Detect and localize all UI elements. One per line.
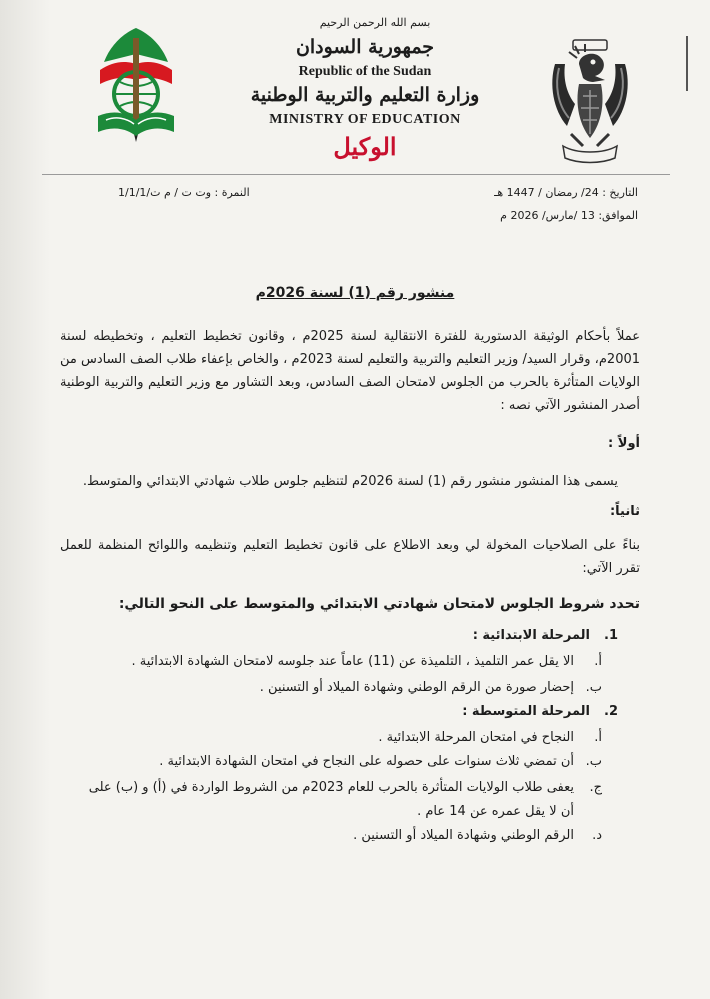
primary-stage-heading	[473, 628, 618, 643]
section-second-text: بناءً على الصلاحيات المخولة لي وبعد الاطلاع على قانون تخطيط التعليم وتنظيمه واللوائح المنظمة للعمل تقرر الآتي:	[60, 538, 640, 576]
list-item: ب.أن تمضي ثلاث سنوات على حصوله على النجاح في امتحان الشهادة الابتدائية .	[159, 754, 602, 769]
ministry-arabic: وزارة التعليم والتربية الوطنية	[250, 84, 480, 106]
list-item-continuation: أن لا يقل عمره عن 14 عام .	[417, 804, 574, 819]
sudan-emblem-icon	[545, 34, 635, 166]
preamble-paragraph: عملاً بأحكام الوثيقة الدستورية للفترة الانتقالية لسنة 2025م ، وقانون تخطيط التعليم ، وتخطيطه لسنة 2001م، وقرار السيد/ وزير التعليم والتربية والتعليم لسنة 2023م ، والخاص بإعفاء طلاب الصف السادس من الولايات المتأثرة بالحرب من الجلوس لامتحان الصف السادس، وبعد التشاور مع وزير التعليم والتربية الوطنية أصدر المنشور الآتي نصه :	[60, 329, 641, 413]
office-title: الوكيل	[333, 132, 397, 161]
ministry-logo-icon	[92, 20, 180, 148]
letterhead	[0, 0, 710, 175]
list-item: أ.النجاح في امتحان المرحلة الابتدائية .	[378, 730, 602, 745]
list-item: ب.إحضار صورة من الرقم الوطني وشهادة الميلاد أو التسنين .	[259, 680, 602, 695]
bismillah: بسم الله الرحمن الرحيم	[319, 16, 431, 29]
primary-stage-number: 1.	[604, 628, 618, 643]
section-first-heading: أولاً :	[608, 436, 640, 451]
reference-number: النمرة : وت ت / م ت/1/1/1	[118, 186, 250, 199]
intermediate-stage-heading	[462, 704, 618, 719]
section-second-heading: ثانياً:	[609, 504, 640, 519]
list-item: أ.الا يقل عمر التلميذ ، التلميذة عن (11) عاماً عند جلوسه لامتحان الشهادة الابتدائية .	[131, 654, 602, 669]
circular-title: منشور رقم (1) لسنة 2026م	[255, 285, 455, 301]
intermediate-stage-number: 2.	[604, 704, 618, 719]
primary-stage-label: المرحلة الابتدائية :	[472, 628, 590, 643]
intermediate-stage-label: المرحلة المتوسطة :	[462, 704, 590, 719]
list-item: ج.يعفى طلاب الولايات المتأثرة بالحرب للعام 2023م من الشروط الواردة في (أ) و (ب) على	[88, 780, 602, 795]
section-first-text: يسمى هذا المنشور منشور رقم (1) لسنة 2026م لتنظيم جلوس طلاب شهادتي الابتدائي والمتوسط.	[82, 474, 618, 489]
conditions-heading: تحدد شروط الجلوس لامتحان شهادتي الابتدائي والمتوسط على النحو التالي:	[118, 596, 640, 612]
republic-arabic: جمهورية السودان	[295, 36, 435, 58]
republic-english: Republic of the Sudan	[298, 64, 432, 79]
header-divider	[42, 174, 670, 175]
date-hijri: التاريخ : 24/ رمضان / 1447 هـ	[494, 186, 638, 199]
ministry-english: MINISTRY OF EDUCATION	[269, 112, 461, 127]
date-gregorian: الموافق: 13 /مارس/ 2026 م	[500, 209, 638, 222]
list-item: د.الرقم الوطني وشهادة الميلاد أو التسنين .	[353, 828, 602, 843]
